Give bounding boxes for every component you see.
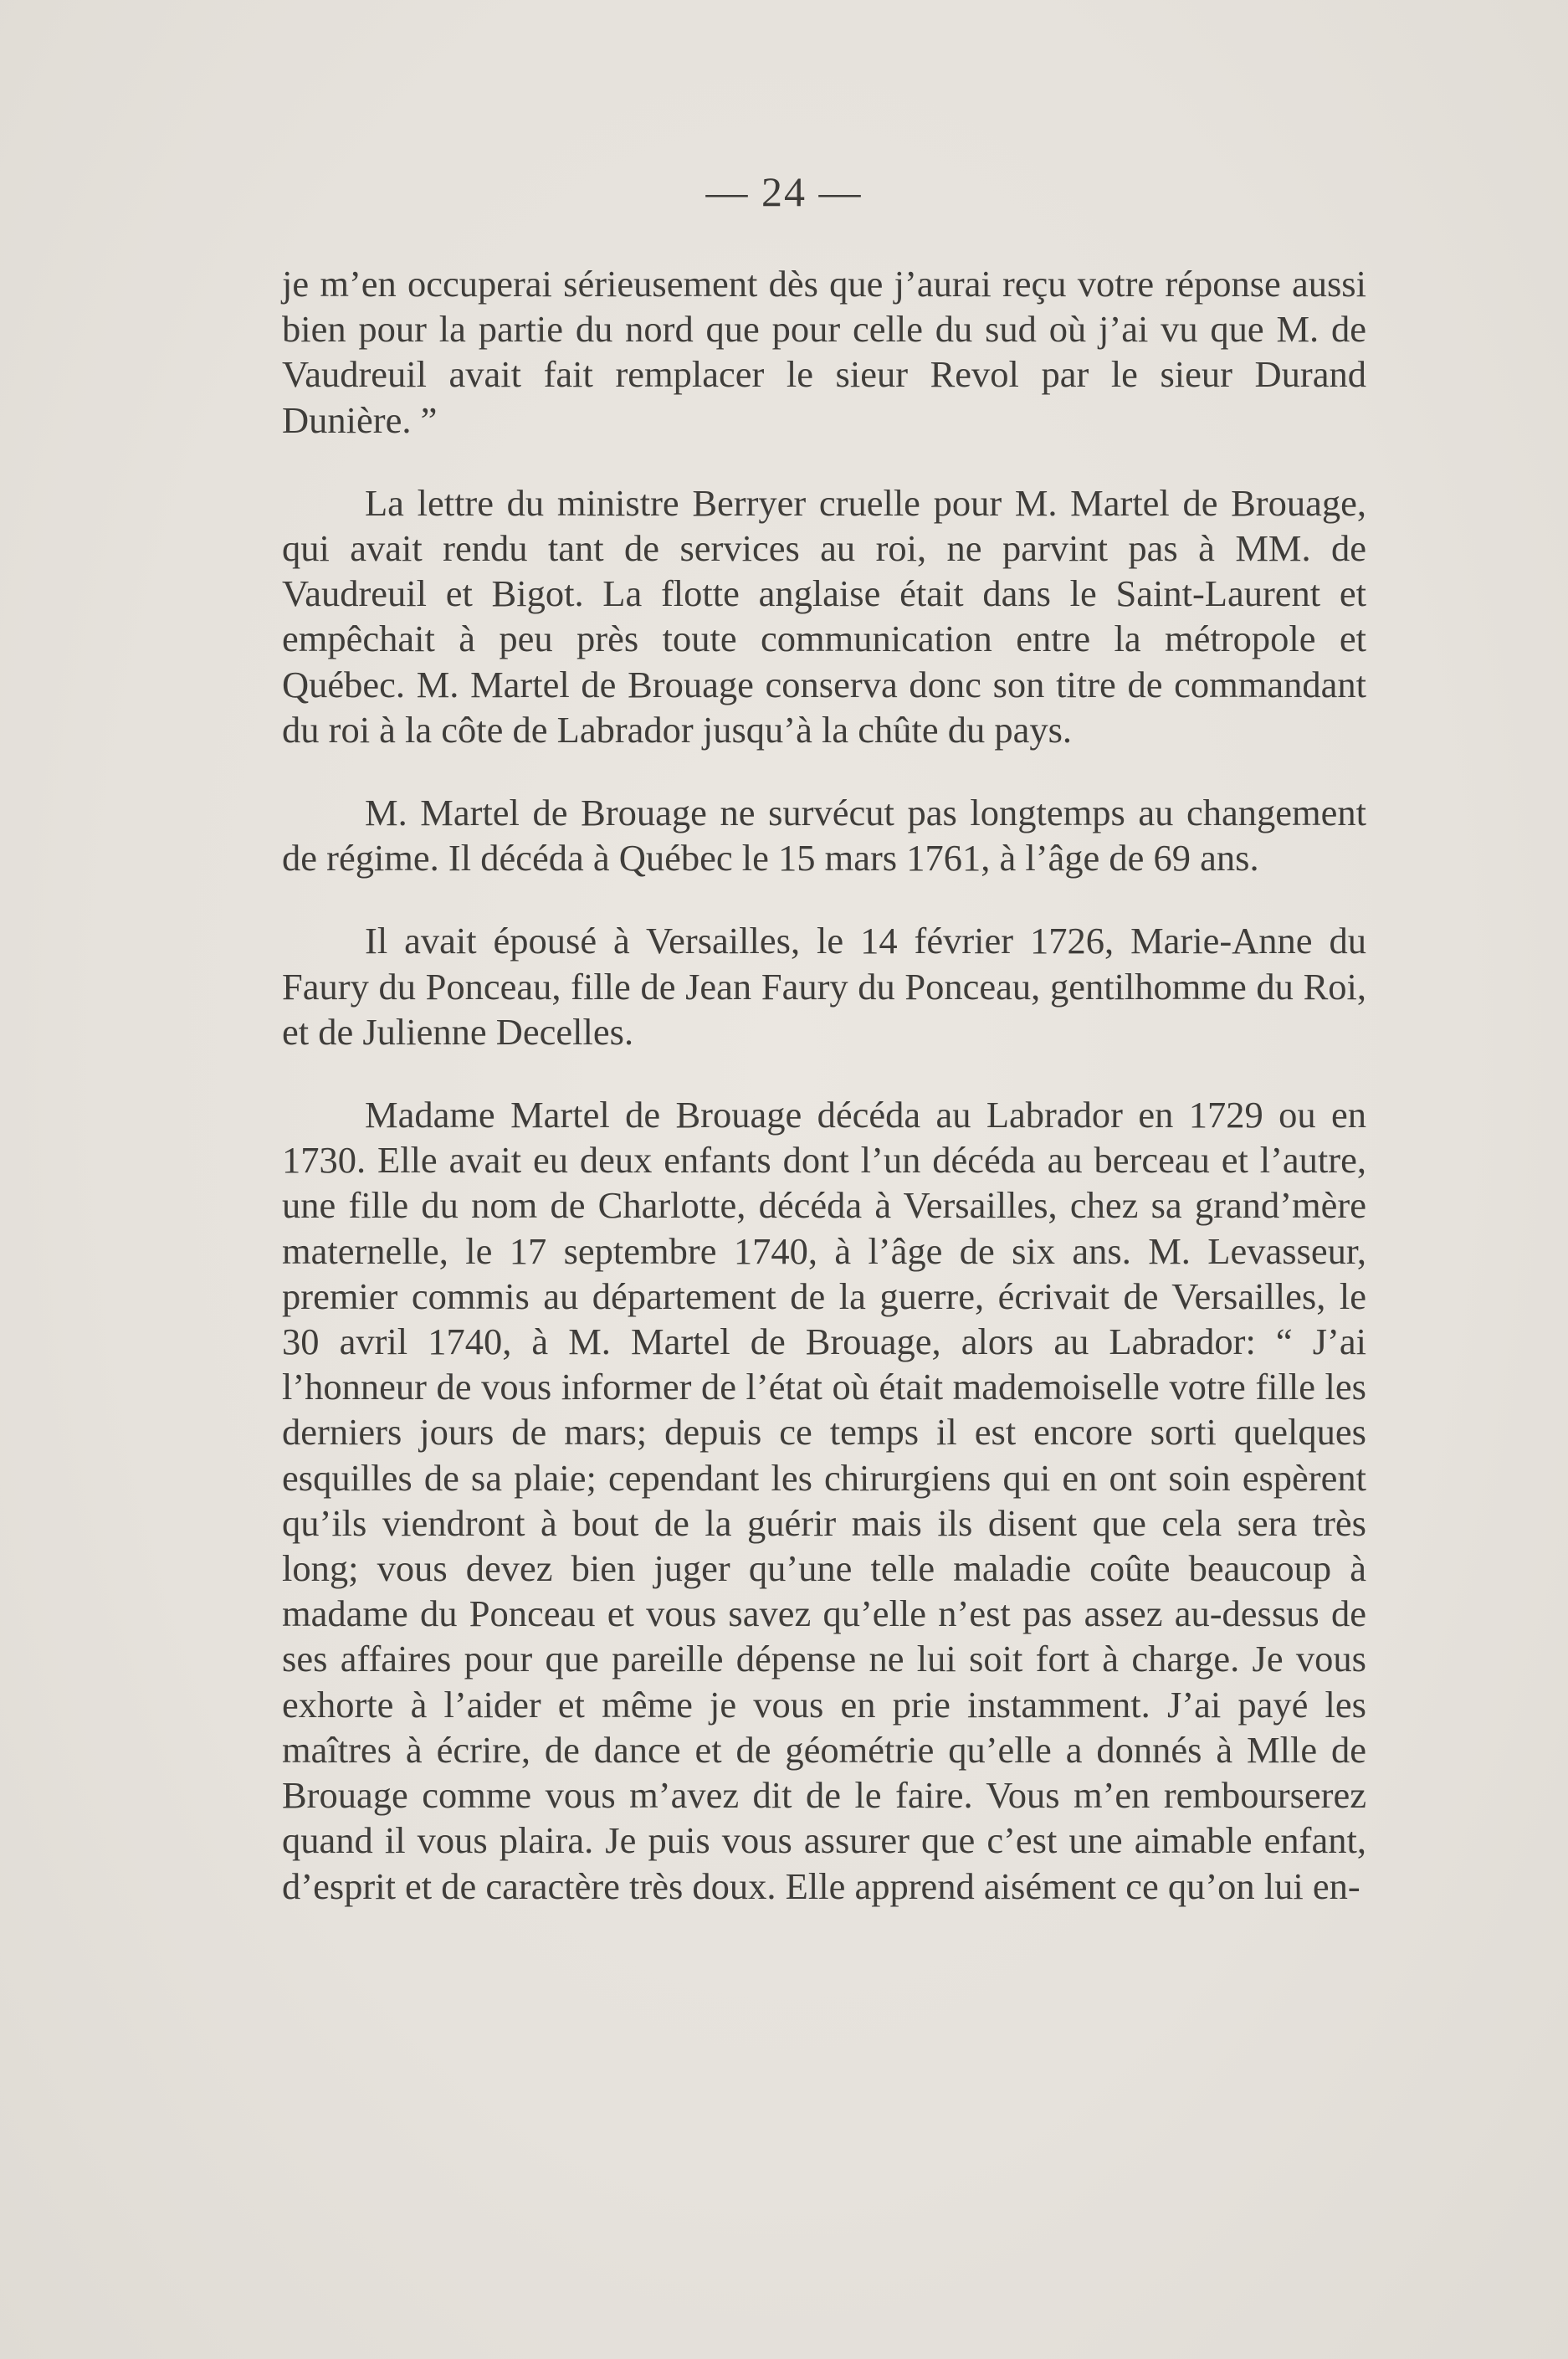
paragraph-death: M. Martel de Brouage ne survécut pas longtemps au changement de régime. Il décéda à Québec le 15 mars 1761, à l’âge de 69 ans.	[282, 792, 1366, 879]
body-text	[282, 261, 1366, 1909]
paragraph-marriage: Il avait épousé à Versailles, le 14 février 1726, Marie-Anne du Faury du Ponceau, fille de Jean Faury du Ponceau, gentilhomme du Roi, et de Julienne Decelles.	[282, 920, 1366, 1053]
paragraph-berryer-letter: La lettre du ministre Berryer cruelle pour M. Martel de Brouage, qui avait rendu tant de services au roi, ne parvint pas à MM. de Vaudreuil et Bigot. La flotte anglaise était dans le Saint-Laurent et empêchait à peu près toute communication entre la métropole et Québec. M. Martel de Brouage conserva donc son titre de commandant du roi à la côte de Labrador jusqu’à la chûte du pays.	[282, 481, 1366, 751]
paragraph-continuation: je m’en occuperai sérieusement dès que j’aurai reçu votre réponse aussi bien pour la partie du nord que pour celle du sud où j’ai vu que M. de Vaudreuil avait fait remplacer le sieur Revol par le sieur Durand Dunière. ”	[282, 263, 1366, 441]
page-number: — 24 —	[705, 168, 863, 215]
paragraph-madame-martel: Madame Martel de Brouage décéda au Labrador en 1729 ou en 1730. Elle avait eu deux enfants dont l’un décéda au berceau et l’autre, une fille du nom de Charlotte, décéda à Versailles, chez sa grand’mère maternelle, le 17 septembre 1740, à l’âge de six ans. M. Levasseur, premier commis au département de la guerre, écrivait de Versailles, le 30 avril 1740, à M. Martel de Brouage, alors au Labrador: “ J’ai l’honneur de vous informer de l’état où était mademoiselle votre fille les derniers jours de mars; depuis ce temps il est encore sorti quelques esquilles de sa plaie; cependant les chirurgiens qui en ont soin espèrent qu’ils viendront à bout de la guérir mais ils disent que cela sera très long; vous devez bien juger qu’une telle maladie coûte beaucoup à madame du Ponceau et vous savez qu’elle n’est pas assez au-dessus de ses affaires pour que pareille dépense ne lui soit fort à charge. Je vous exhorte à l’aider et même je vous en prie instamment. J’ai payé les maîtres à écrire, de dance et de géométrie qu’elle a donnés à Mlle de Brouage comme vous m’avez dit de le faire. Vous m’en rembourserez quand il vous plaira. Je puis vous assurer que c’est une aimable enfant, d’esprit et de caractère très doux. Elle apprend aisément ce qu’on lui en-	[282, 1094, 1366, 1907]
